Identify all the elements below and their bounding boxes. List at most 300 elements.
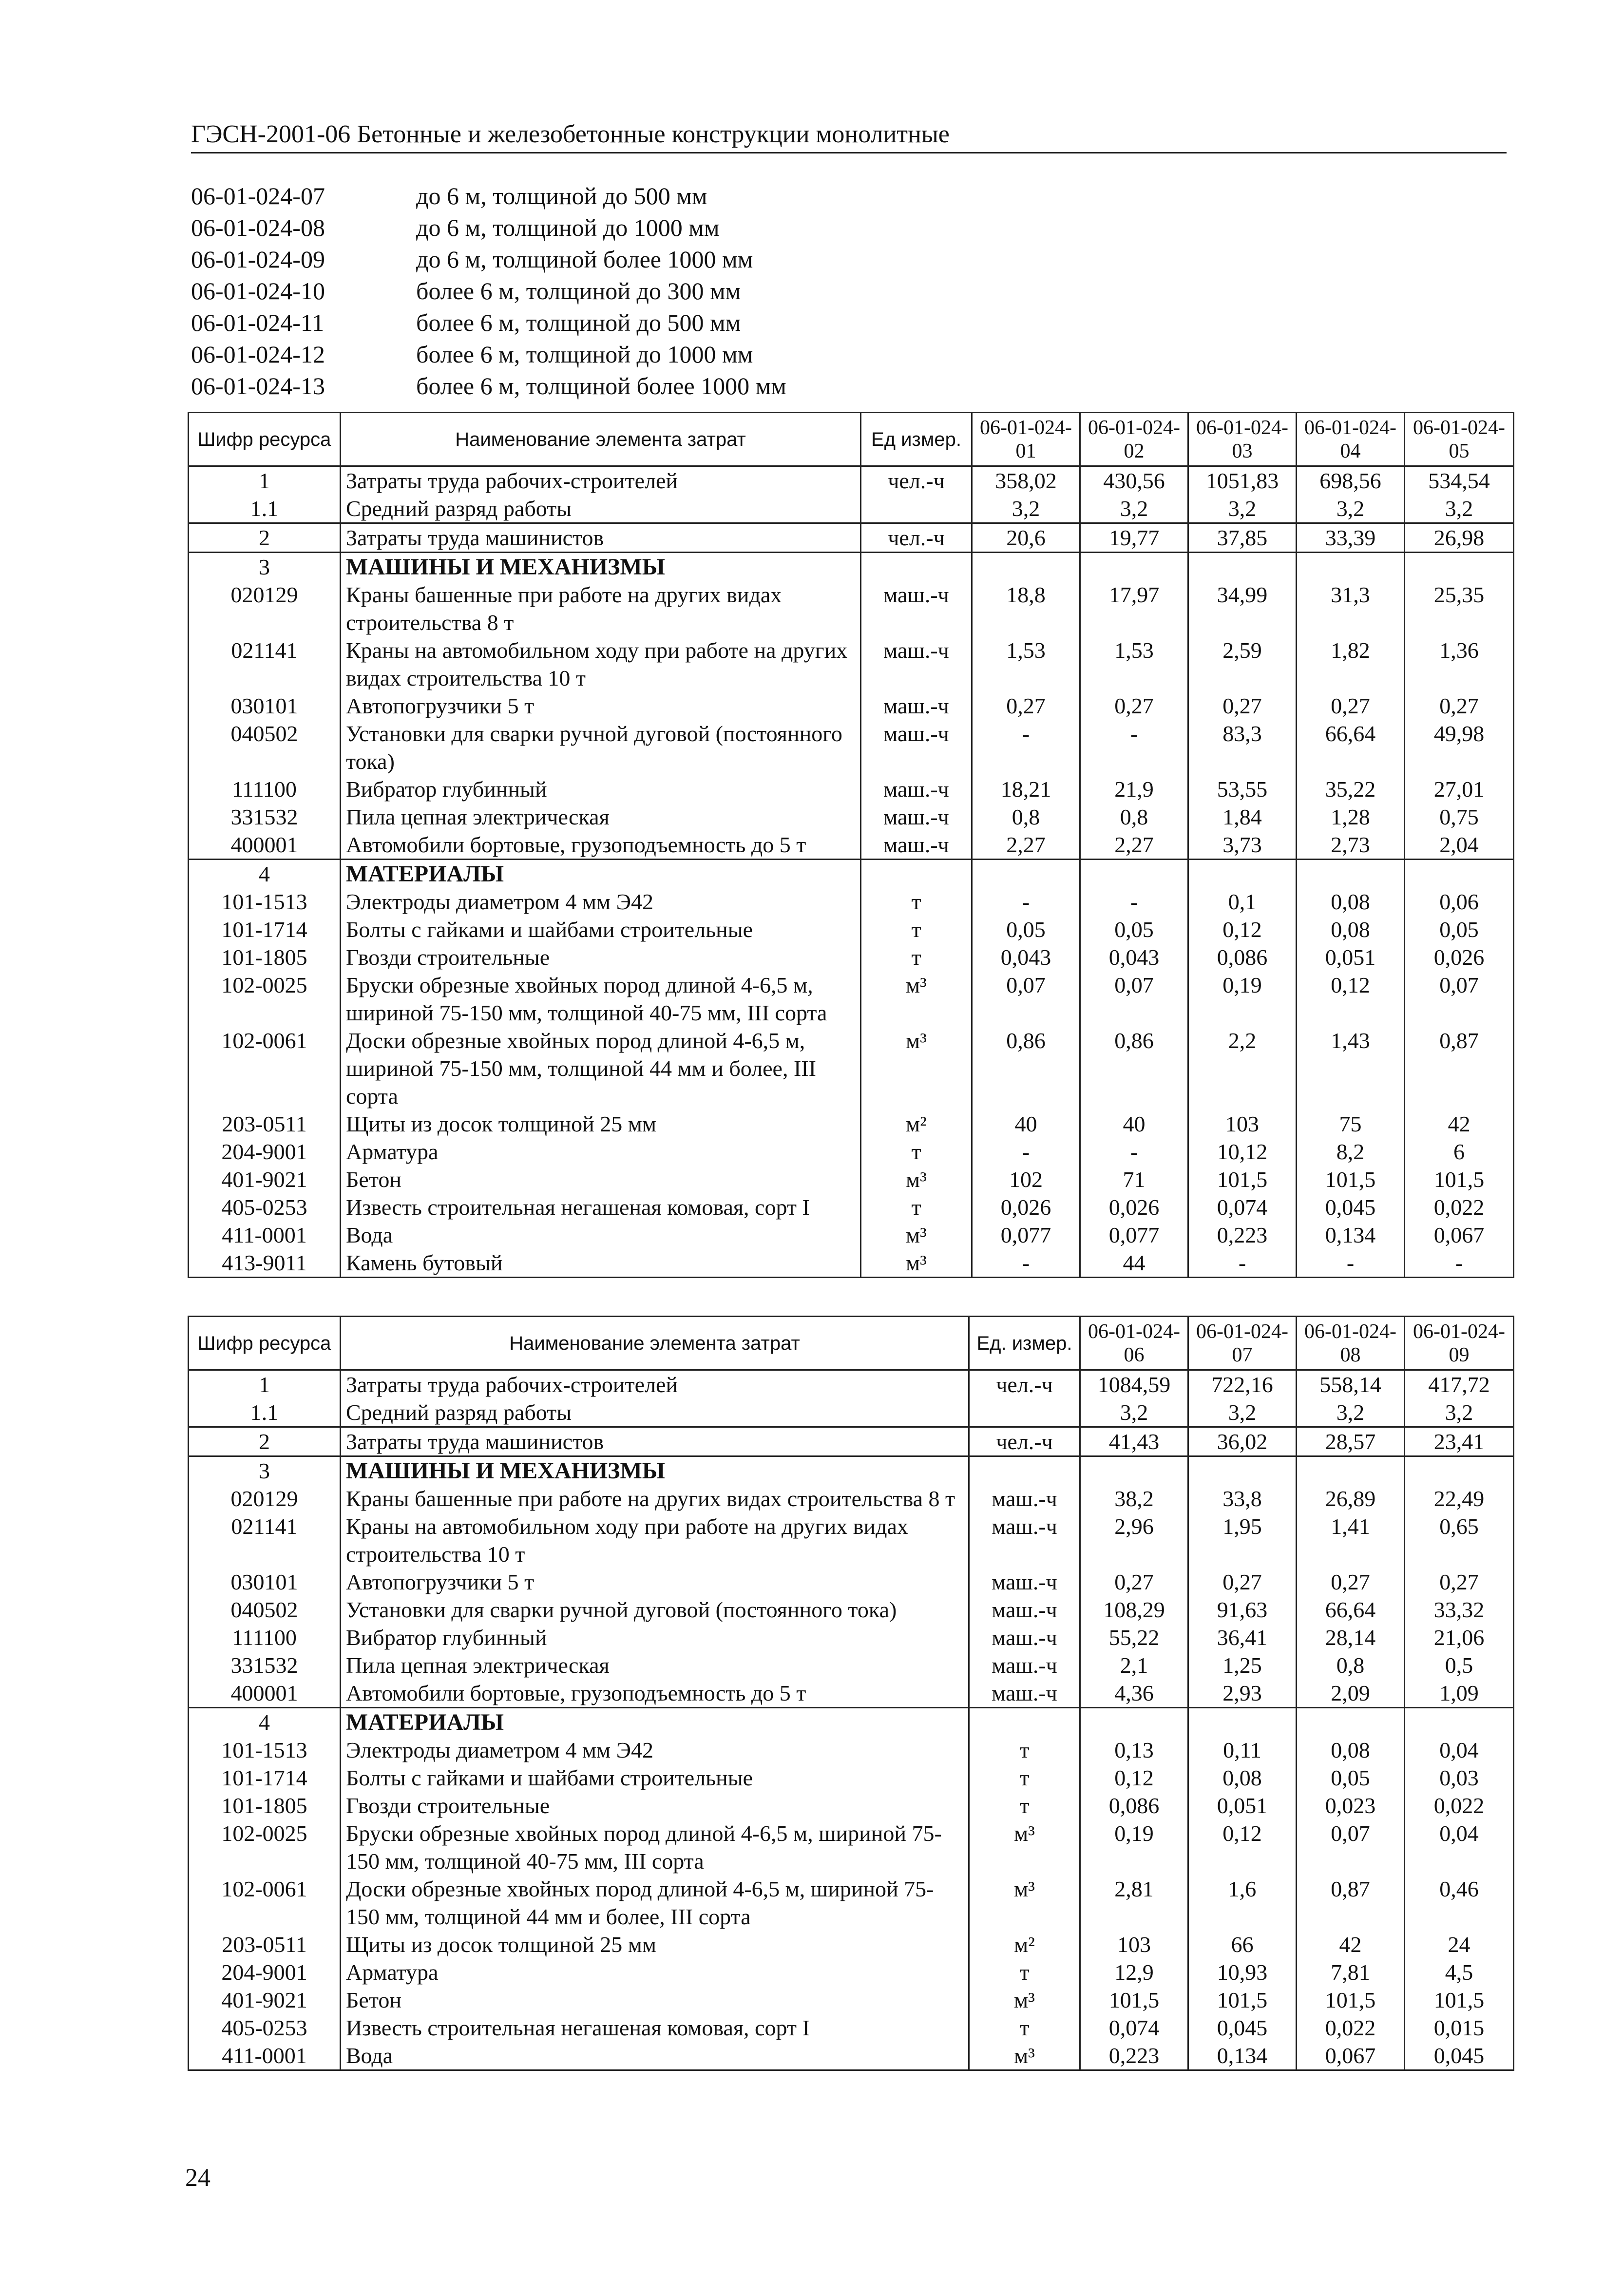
resource-code: 102-0061 [189, 1027, 341, 1110]
resource-code: 204-9001 [189, 1958, 341, 1986]
code-row [191, 180, 1409, 212]
norm-value: 0,8 [972, 803, 1080, 831]
norm-value: 37,85 [1188, 523, 1297, 553]
norm-value: 698,56 [1297, 466, 1405, 495]
table-row [189, 1568, 1514, 1596]
cost-element-name: Автомобили бортовые, грузоподъемность до 5 т [341, 831, 861, 860]
work-code: 06-01-024-10 [191, 277, 325, 305]
table-row [189, 943, 1514, 971]
unit-of-measure: маш.-ч [969, 1512, 1080, 1568]
cost-element-name: Гвозди строительные [341, 943, 861, 971]
norm-value: 2,96 [1080, 1512, 1188, 1568]
table-header-row [189, 1317, 1514, 1370]
norm-value: 0,27 [1188, 1568, 1297, 1596]
norm-value: 44 [1080, 1249, 1188, 1278]
cost-element-name: Известь строительная негашеная комовая, сорт I [341, 2014, 969, 2042]
resource-code: 101-1513 [189, 888, 341, 916]
header-resource-code: Шифр ресурса [189, 413, 341, 466]
cost-element-name: Вибратор глубинный [341, 775, 861, 803]
norm-value: 55,22 [1080, 1624, 1188, 1651]
norm-value: - [972, 1249, 1080, 1278]
resource-code: 3 [189, 1456, 341, 1485]
norm-value: 1,53 [1080, 636, 1188, 692]
norm-value: 7,81 [1297, 1958, 1405, 1986]
norm-value: 0,13 [1080, 1736, 1188, 1764]
resource-code: 3 [189, 553, 341, 581]
norm-value [972, 860, 1080, 888]
unit-of-measure: маш.-ч [861, 775, 972, 803]
norm-value: 417,72 [1405, 1370, 1514, 1399]
table-row [189, 1485, 1514, 1512]
norm-value: 0,12 [1188, 916, 1297, 943]
unit-of-measure: маш.-ч [861, 831, 972, 860]
cost-element-name: Болты с гайками и шайбами строительные [341, 916, 861, 943]
cost-element-name: Автопогрузчики 5 т [341, 1568, 969, 1596]
norm-value: 8,2 [1297, 1138, 1405, 1166]
work-code: 06-01-024-07 [191, 182, 325, 210]
norm-value: 558,14 [1297, 1370, 1405, 1399]
norm-value: 0,27 [1297, 1568, 1405, 1596]
norm-value: 0,086 [1080, 1792, 1188, 1819]
norm-value: 0,27 [1405, 1568, 1514, 1596]
resource-code: 102-0025 [189, 1819, 341, 1875]
norm-value: 0,12 [1297, 971, 1405, 1027]
norm-value: - [1080, 720, 1188, 775]
norm-value: 3,2 [1297, 495, 1405, 523]
norm-value: 1,09 [1405, 1679, 1514, 1708]
norm-value: 0,27 [1080, 692, 1188, 720]
norm-value: 12,9 [1080, 1958, 1188, 1986]
page-header: ГЭСН-2001-06 Бетонные и железобетонные конструкции монолитные [191, 120, 1507, 153]
unit-of-measure: маш.-ч [861, 636, 972, 692]
norm-value: 3,2 [972, 495, 1080, 523]
norm-value: 0,08 [1297, 888, 1405, 916]
norm-value: 0,05 [1080, 916, 1188, 943]
norm-value: 0,07 [972, 971, 1080, 1027]
norm-value: 24 [1405, 1931, 1514, 1958]
norm-value: 2,81 [1080, 1875, 1188, 1931]
table-row [189, 1370, 1514, 1399]
norm-value: 0,08 [1188, 1764, 1297, 1792]
norm-value: 0,46 [1405, 1875, 1514, 1931]
norm-value: - [972, 1138, 1080, 1166]
norm-value [1188, 860, 1297, 888]
norm-value [1297, 1708, 1405, 1737]
table-row [189, 1193, 1514, 1221]
norm-value [1405, 1456, 1514, 1485]
resource-code: 203-0511 [189, 1931, 341, 1958]
table-row [189, 1512, 1514, 1568]
unit-of-measure: м³ [861, 1221, 972, 1249]
unit-of-measure: чел.-ч [969, 1370, 1080, 1399]
norm-value: 0,08 [1297, 916, 1405, 943]
table-row [189, 720, 1514, 775]
resource-code: 021141 [189, 1512, 341, 1568]
resource-code: 4 [189, 1708, 341, 1737]
table-row [189, 1427, 1514, 1456]
norm-value: 101,5 [1188, 1166, 1297, 1193]
unit-of-measure: чел.-ч [969, 1427, 1080, 1456]
unit-of-measure: маш.-ч [861, 692, 972, 720]
header-cost-element: Наименование элемента затрат [341, 1317, 969, 1370]
table-row [189, 1249, 1514, 1278]
norm-value: 0,223 [1080, 2042, 1188, 2070]
norm-value: 0,015 [1405, 2014, 1514, 2042]
unit-of-measure: маш.-ч [969, 1485, 1080, 1512]
resource-code: 405-0253 [189, 2014, 341, 2042]
unit-of-measure: м³ [969, 2042, 1080, 2070]
unit-of-measure: м³ [861, 1027, 972, 1110]
cost-element-name: Затраты труда машинистов [341, 1427, 969, 1456]
section-title: МАТЕРИАЛЫ [341, 860, 861, 888]
section-row [189, 1456, 1514, 1485]
work-description: до 6 м, толщиной более 1000 мм [416, 246, 753, 273]
work-description: более 6 м, толщиной до 300 мм [416, 277, 741, 305]
norm-value: 3,73 [1188, 831, 1297, 860]
norm-value: 2,93 [1188, 1679, 1297, 1708]
cost-element-name: Средний разряд работы [341, 495, 861, 523]
norm-value: 0,074 [1188, 1193, 1297, 1221]
unit-of-measure: м³ [969, 1986, 1080, 2014]
cost-element-name: Вибратор глубинный [341, 1624, 969, 1651]
norm-value: 101,5 [1405, 1986, 1514, 2014]
norm-value: 1,95 [1188, 1512, 1297, 1568]
norm-value [1405, 553, 1514, 581]
norm-value: 1,43 [1297, 1027, 1405, 1110]
unit-of-measure: м³ [861, 971, 972, 1027]
norm-value: 21,06 [1405, 1624, 1514, 1651]
unit-of-measure: маш.-ч [969, 1624, 1080, 1651]
norm-value: 33,8 [1188, 1485, 1297, 1512]
norm-value: 0,022 [1297, 2014, 1405, 2042]
resource-code: 413-9011 [189, 1249, 341, 1278]
norm-value: 1,28 [1297, 803, 1405, 831]
norm-value: 0,86 [1080, 1027, 1188, 1110]
norm-value: 26,89 [1297, 1485, 1405, 1512]
norm-value: 2,2 [1188, 1027, 1297, 1110]
norm-value: 4,5 [1405, 1958, 1514, 1986]
cost-element-name: Щиты из досок толщиной 25 мм [341, 1110, 861, 1138]
norm-value [1405, 1708, 1514, 1737]
unit-of-measure [969, 1456, 1080, 1485]
code-row [191, 339, 1409, 370]
norm-value: 0,022 [1405, 1193, 1514, 1221]
norm-value: 0,05 [972, 916, 1080, 943]
code-row [191, 244, 1409, 275]
norm-value: 40 [1080, 1110, 1188, 1138]
norm-value: 2,09 [1297, 1679, 1405, 1708]
norm-value: 358,02 [972, 466, 1080, 495]
unit-of-measure: т [861, 888, 972, 916]
table-row [189, 831, 1514, 860]
resource-code: 401-9021 [189, 1166, 341, 1193]
unit-of-measure: маш.-ч [861, 803, 972, 831]
norm-value: 2,27 [1080, 831, 1188, 860]
norm-value: 103 [1080, 1931, 1188, 1958]
cost-element-name: Затраты труда рабочих-строителей [341, 466, 861, 495]
work-description: более 6 м, толщиной до 1000 мм [416, 341, 753, 368]
unit-of-measure: т [969, 1958, 1080, 1986]
norm-value: 0,026 [1405, 943, 1514, 971]
norm-value: 1,6 [1188, 1875, 1297, 1931]
table-row [189, 1027, 1514, 1110]
table-row [189, 466, 1514, 495]
header-norm-code: 06-01-024-07 [1188, 1317, 1297, 1370]
norm-value: 75 [1297, 1110, 1405, 1138]
norm-value: 34,99 [1188, 581, 1297, 636]
work-code: 06-01-024-11 [191, 309, 325, 336]
norm-value: 102 [972, 1166, 1080, 1193]
table-row [189, 1166, 1514, 1193]
norm-value [1297, 860, 1405, 888]
norm-value: 1,36 [1405, 636, 1514, 692]
norm-value: 0,8 [1080, 803, 1188, 831]
norm-value: 0,08 [1297, 1736, 1405, 1764]
norm-value: 27,01 [1405, 775, 1514, 803]
resource-code: 4 [189, 860, 341, 888]
header-norm-code: 06-01-024-06 [1080, 1317, 1188, 1370]
norm-value: 35,22 [1297, 775, 1405, 803]
cost-element-name: Гвозди строительные [341, 1792, 969, 1819]
norm-value: 101,5 [1188, 1986, 1297, 2014]
norm-value: 0,8 [1297, 1651, 1405, 1679]
resource-code: 101-1714 [189, 1764, 341, 1792]
resource-code: 101-1714 [189, 916, 341, 943]
work-description: до 6 м, толщиной до 500 мм [416, 182, 707, 210]
table-row [189, 495, 1514, 523]
unit-of-measure: м³ [969, 1819, 1080, 1875]
table-row [189, 1764, 1514, 1792]
norm-value: 18,8 [972, 581, 1080, 636]
unit-of-measure: маш.-ч [969, 1596, 1080, 1624]
cost-element-name: Затраты труда машинистов [341, 523, 861, 553]
norm-value: 4,36 [1080, 1679, 1188, 1708]
norm-value: 0,05 [1297, 1764, 1405, 1792]
norm-value: 36,41 [1188, 1624, 1297, 1651]
norm-value: 28,57 [1297, 1427, 1405, 1456]
norm-value: 23,41 [1405, 1427, 1514, 1456]
table-row [189, 636, 1514, 692]
norm-value: 0,19 [1080, 1819, 1188, 1875]
resource-code: 111100 [189, 775, 341, 803]
norm-value: 0,27 [972, 692, 1080, 720]
norm-value: 0,65 [1405, 1512, 1514, 1568]
norm-value: 33,32 [1405, 1596, 1514, 1624]
norm-value: 1051,83 [1188, 466, 1297, 495]
unit-of-measure: м³ [861, 1166, 972, 1193]
unit-of-measure: м³ [861, 1249, 972, 1278]
work-description: более 6 м, толщиной более 1000 мм [416, 372, 786, 400]
unit-of-measure [861, 495, 972, 523]
norm-value: 0,07 [1080, 971, 1188, 1027]
norm-value: 40 [972, 1110, 1080, 1138]
cost-element-name: Бетон [341, 1166, 861, 1193]
norm-value: 722,16 [1188, 1370, 1297, 1399]
norm-value: 0,27 [1188, 692, 1297, 720]
norm-value: - [1080, 1138, 1188, 1166]
cost-element-name: Вода [341, 1221, 861, 1249]
norm-value: 0,051 [1297, 943, 1405, 971]
cost-element-name: Краны на автомобильном ходу при работе на других видах строительства 10 т [341, 636, 861, 692]
norm-value: 0,5 [1405, 1651, 1514, 1679]
code-row [191, 275, 1409, 307]
resource-code: 030101 [189, 1568, 341, 1596]
norm-value [1080, 860, 1188, 888]
unit-of-measure: т [969, 2014, 1080, 2042]
work-description: до 6 м, толщиной до 1000 мм [416, 214, 720, 241]
table-row [189, 1819, 1514, 1875]
table-row [189, 1875, 1514, 1931]
header-norm-code: 06-01-024-01 [972, 413, 1080, 466]
norm-value: 0,11 [1188, 1736, 1297, 1764]
resource-code: 331532 [189, 1651, 341, 1679]
section-title: МАШИНЫ И МЕХАНИЗМЫ [341, 1456, 969, 1485]
unit-of-measure: чел.-ч [861, 466, 972, 495]
norm-value: 0,045 [1188, 2014, 1297, 2042]
norm-value: 1,53 [972, 636, 1080, 692]
table-row [189, 1398, 1514, 1427]
work-description: более 6 м, толщиной до 500 мм [416, 309, 741, 336]
norm-value: 0,043 [972, 943, 1080, 971]
norm-value: 0,026 [972, 1193, 1080, 1221]
norm-value: 49,98 [1405, 720, 1514, 775]
norm-value: 0,05 [1405, 916, 1514, 943]
header-cost-element: Наименование элемента затрат [341, 413, 861, 466]
cost-element-name: Краны башенные при работе на других видах строительства 8 т [341, 1485, 969, 1512]
norm-value: - [1188, 1249, 1297, 1278]
norm-value: 3,2 [1405, 1398, 1514, 1427]
norm-value: 18,21 [972, 775, 1080, 803]
section-row [189, 860, 1514, 888]
section-row [189, 1708, 1514, 1737]
code-row [191, 370, 1409, 402]
norm-value: 66 [1188, 1931, 1297, 1958]
norm-value: 3,2 [1080, 1398, 1188, 1427]
norm-value [1080, 1708, 1188, 1737]
code-row [191, 212, 1409, 244]
resource-code: 204-9001 [189, 1138, 341, 1166]
norm-value: 0,07 [1405, 971, 1514, 1027]
norm-value: 0,023 [1297, 1792, 1405, 1819]
norm-value: 1,41 [1297, 1512, 1405, 1568]
table-row [189, 971, 1514, 1027]
norm-value: 25,35 [1405, 581, 1514, 636]
cost-element-name: Электроды диаметром 4 мм Э42 [341, 888, 861, 916]
norm-value: 101,5 [1297, 1986, 1405, 2014]
resource-table-1 [188, 412, 1514, 1278]
norm-value: 83,3 [1188, 720, 1297, 775]
unit-of-measure: т [861, 1193, 972, 1221]
table-row [189, 692, 1514, 720]
header-norm-code: 06-01-024-02 [1080, 413, 1188, 466]
unit-of-measure: т [969, 1736, 1080, 1764]
norm-value: - [972, 888, 1080, 916]
norm-value: 0,27 [1080, 1568, 1188, 1596]
norm-value: 0,086 [1188, 943, 1297, 971]
norm-value: 101,5 [1405, 1166, 1514, 1193]
norm-value: 0,051 [1188, 1792, 1297, 1819]
table-row [189, 1931, 1514, 1958]
resource-code: 040502 [189, 720, 341, 775]
unit-of-measure: чел.-ч [861, 523, 972, 553]
table-header-row [189, 413, 1514, 466]
table-row [189, 1986, 1514, 2014]
unit-of-measure: маш.-ч [861, 581, 972, 636]
unit-of-measure: маш.-ч [969, 1651, 1080, 1679]
section-title: МАТЕРИАЛЫ [341, 1708, 969, 1737]
norm-value: 0,074 [1080, 2014, 1188, 2042]
resource-code: 1 [189, 1370, 341, 1399]
unit-of-measure: т [861, 1138, 972, 1166]
norm-value: 101,5 [1297, 1166, 1405, 1193]
norm-value: 0,04 [1405, 1819, 1514, 1875]
table-row [189, 1221, 1514, 1249]
table-row [189, 1596, 1514, 1624]
norm-value: 53,55 [1188, 775, 1297, 803]
norm-value: 0,27 [1405, 692, 1514, 720]
work-codes-list [191, 180, 1409, 402]
norm-value: 2,27 [972, 831, 1080, 860]
table-row [189, 1958, 1514, 1986]
resource-code: 400001 [189, 831, 341, 860]
norm-value: 1,84 [1188, 803, 1297, 831]
resource-code: 411-0001 [189, 2042, 341, 2070]
header-norm-code: 06-01-024-09 [1405, 1317, 1514, 1370]
norm-value: 22,49 [1405, 1485, 1514, 1512]
header-norm-code: 06-01-024-05 [1405, 413, 1514, 466]
norm-value: 38,2 [1080, 1485, 1188, 1512]
norm-value: 17,97 [1080, 581, 1188, 636]
norm-value: 0,06 [1405, 888, 1514, 916]
norm-value: 42 [1405, 1110, 1514, 1138]
norm-value: 41,43 [1080, 1427, 1188, 1456]
norm-value [1297, 553, 1405, 581]
resource-code: 400001 [189, 1679, 341, 1708]
norm-value: 1,25 [1188, 1651, 1297, 1679]
cost-element-name: Электроды диаметром 4 мм Э42 [341, 1736, 969, 1764]
norm-value: 0,03 [1405, 1764, 1514, 1792]
resource-code: 020129 [189, 581, 341, 636]
norm-value: 430,56 [1080, 466, 1188, 495]
cost-element-name: Вода [341, 2042, 969, 2070]
norm-value: 0,86 [972, 1027, 1080, 1110]
page-number: 24 [185, 2164, 210, 2192]
table-row [189, 803, 1514, 831]
resource-code: 2 [189, 523, 341, 553]
cost-element-name: Пила цепная электрическая [341, 803, 861, 831]
unit-of-measure: м³ [969, 1875, 1080, 1931]
cost-element-name: Установки для сварки ручной дуговой (постоянного тока) [341, 720, 861, 775]
table-row [189, 523, 1514, 553]
norm-value: 0,27 [1297, 692, 1405, 720]
cost-element-name: Арматура [341, 1138, 861, 1166]
resource-code: 1.1 [189, 1398, 341, 1427]
cost-element-name: Доски обрезные хвойных пород длиной 4-6,5 м, шириной 75-150 мм, толщиной 44 мм и более, III сорта [341, 1875, 969, 1931]
norm-value: 0,045 [1405, 2042, 1514, 2070]
norm-value: 20,6 [972, 523, 1080, 553]
unit-of-measure: т [969, 1792, 1080, 1819]
resource-code: 040502 [189, 1596, 341, 1624]
norm-value: 2,04 [1405, 831, 1514, 860]
header-resource-code: Шифр ресурса [189, 1317, 341, 1370]
work-code: 06-01-024-08 [191, 214, 325, 241]
norm-value: 0,077 [1080, 1221, 1188, 1249]
cost-element-name: Известь строительная негашеная комовая, сорт I [341, 1193, 861, 1221]
unit-of-measure: т [861, 943, 972, 971]
resource-code: 1.1 [189, 495, 341, 523]
norm-value: 0,067 [1405, 1221, 1514, 1249]
header-norm-code: 06-01-024-03 [1188, 413, 1297, 466]
